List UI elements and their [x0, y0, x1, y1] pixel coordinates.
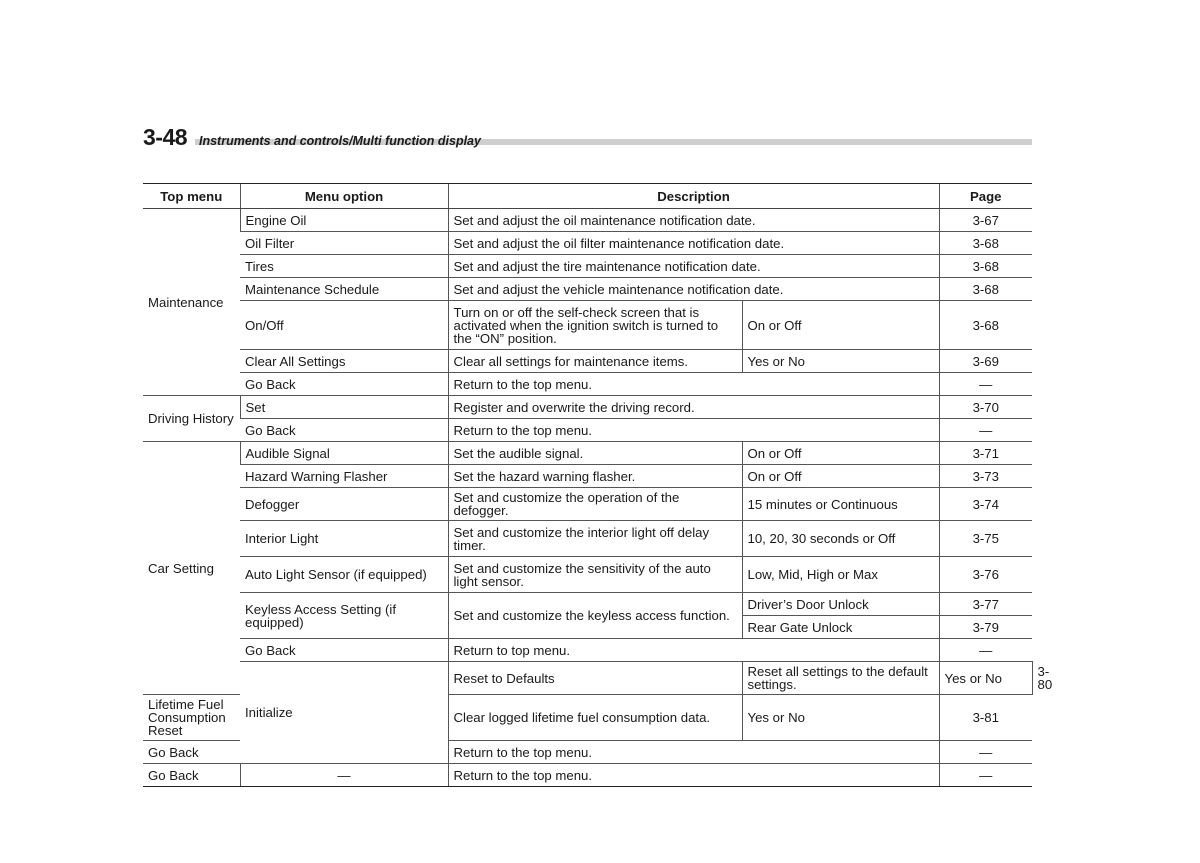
- table-row: [143, 521, 1032, 557]
- table-row: [143, 442, 1032, 465]
- description-cell: Reset all settings to the default settings.: [742, 662, 939, 695]
- table-row: [143, 301, 1032, 350]
- value-cell: Rear Gate Unlock: [742, 616, 939, 639]
- value-cell: On or Off: [742, 465, 939, 488]
- menu-option-cell: Go Back: [240, 639, 448, 662]
- page-cell: 3-76: [939, 557, 1032, 593]
- page-cell: 3-67: [939, 209, 1032, 232]
- value-cell: Yes or No: [742, 695, 939, 741]
- value-cell: Yes or No: [939, 662, 1032, 695]
- description-cell: Return to top menu.: [448, 639, 939, 662]
- description-cell: Return to the top menu.: [448, 419, 939, 442]
- page-cell: 3-68: [939, 278, 1032, 301]
- table-row: [143, 557, 1032, 593]
- col-header-page: Page: [939, 184, 1032, 209]
- menu-option-cell: Tires: [240, 255, 448, 278]
- top-menu-cell: Car Setting: [143, 442, 240, 695]
- description-cell: Set and customize the operation of the defogger.: [448, 488, 742, 521]
- description-cell: Set and customize the interior light off delay timer.: [448, 521, 742, 557]
- description-cell: Set and adjust the oil maintenance notification date.: [448, 209, 939, 232]
- description-cell: Return to the top menu.: [448, 764, 939, 787]
- value-cell: Driver’s Door Unlock: [742, 593, 939, 616]
- menu-option-cell: Interior Light: [240, 521, 448, 557]
- menu-option-cell: Clear All Settings: [240, 350, 448, 373]
- description-cell: Set and customize the sensitivity of the auto light sensor.: [448, 557, 742, 593]
- page-cell: 3-74: [939, 488, 1032, 521]
- value-cell: 10, 20, 30 seconds or Off: [742, 521, 939, 557]
- page-cell: 3-73: [939, 465, 1032, 488]
- table-header-row: [143, 184, 1032, 209]
- value-cell: On or Off: [742, 301, 939, 350]
- table-row: [143, 396, 1032, 419]
- description-cell: Return to the top menu.: [448, 373, 939, 396]
- menu-option-cell: Go Back: [240, 419, 448, 442]
- description-cell: Set the hazard warning flasher.: [448, 465, 742, 488]
- page-cell: —: [939, 373, 1032, 396]
- table-row: [143, 465, 1032, 488]
- page-cell: —: [939, 639, 1032, 662]
- page-cell: 3-71: [939, 442, 1032, 465]
- menu-option-cell: Maintenance Schedule: [240, 278, 448, 301]
- top-menu-cell: Initialize: [240, 662, 448, 764]
- table-row: [143, 764, 1032, 787]
- value-cell: Yes or No: [742, 350, 939, 373]
- page-cell: 3-68: [939, 301, 1032, 350]
- menu-option-cell: On/Off: [240, 301, 448, 350]
- page-header: [143, 124, 1032, 154]
- table-row: [143, 419, 1032, 442]
- page-cell: 3-75: [939, 521, 1032, 557]
- table-row: [143, 209, 1032, 232]
- col-header-top-menu: Top menu: [143, 184, 240, 209]
- description-cell: Clear logged lifetime fuel consumption data.: [448, 695, 742, 741]
- table-row: [143, 278, 1032, 301]
- menu-option-cell: —: [240, 764, 448, 787]
- table-row: [143, 373, 1032, 396]
- table-row: [143, 639, 1032, 662]
- description-cell: Set and adjust the vehicle maintenance notification date.: [448, 278, 939, 301]
- table-row: [143, 232, 1032, 255]
- page-cell: 3-77: [939, 593, 1032, 616]
- section-title: Instruments and controls/Multi function display: [199, 134, 481, 148]
- page-cell: —: [939, 419, 1032, 442]
- description-cell: Set the audible signal.: [448, 442, 742, 465]
- top-menu-cell: Maintenance: [143, 209, 240, 396]
- top-menu-cell: Go Back: [143, 764, 240, 787]
- menu-option-cell: Lifetime Fuel Consumption Reset: [143, 695, 240, 741]
- description-cell: Set and adjust the tire maintenance notification date.: [448, 255, 939, 278]
- menu-option-cell: Go Back: [240, 373, 448, 396]
- table-row: [143, 593, 1032, 616]
- value-cell: 15 minutes or Continuous: [742, 488, 939, 521]
- description-cell: Return to the top menu.: [448, 741, 939, 764]
- page-cell: 3-70: [939, 396, 1032, 419]
- page-number: 3-48: [143, 124, 188, 150]
- menu-option-cell: Reset to Defaults: [448, 662, 742, 695]
- table-row: [143, 488, 1032, 521]
- page-cell: —: [939, 764, 1032, 787]
- menu-option-cell: Oil Filter: [240, 232, 448, 255]
- menu-option-cell: Defogger: [240, 488, 448, 521]
- table-row: Initialize Reset to Defaults Reset all settings to the default settings. Yes or No 3-80: [143, 662, 1032, 695]
- top-menu-cell: Driving History: [143, 396, 240, 442]
- description-cell: Set and adjust the oil filter maintenance notification date.: [448, 232, 939, 255]
- page-cell: 3-68: [939, 232, 1032, 255]
- value-cell: Low, Mid, High or Max: [742, 557, 939, 593]
- page-cell: 3-69: [939, 350, 1032, 373]
- menu-option-cell: Set: [240, 396, 448, 419]
- menu-table: [143, 183, 1053, 787]
- table-row: [143, 350, 1032, 373]
- description-cell: Clear all settings for maintenance items.: [448, 350, 742, 373]
- page-cell: 3-81: [939, 695, 1032, 741]
- menu-option-cell: Audible Signal: [240, 442, 448, 465]
- menu-option-cell: Engine Oil: [240, 209, 448, 232]
- col-header-menu-option: Menu option: [240, 184, 448, 209]
- menu-option-cell: Keyless Access Setting (if equipped): [240, 593, 448, 639]
- description-cell: Register and overwrite the driving record.: [448, 396, 939, 419]
- col-header-description: Description: [448, 184, 939, 209]
- menu-option-cell: Go Back: [143, 741, 240, 764]
- menu-option-cell: Hazard Warning Flasher: [240, 465, 448, 488]
- description-cell: Set and customize the keyless access function.: [448, 593, 742, 639]
- table-row: [143, 255, 1032, 278]
- menu-option-cell: Auto Light Sensor (if equipped): [240, 557, 448, 593]
- description-cell: Turn on or off the self-check screen that is activated when the ignition switch is turned to the “ON” position.: [448, 301, 742, 350]
- value-cell: On or Off: [742, 442, 939, 465]
- page-cell: —: [939, 741, 1032, 764]
- page-cell: 3-79: [939, 616, 1032, 639]
- page-cell: 3-68: [939, 255, 1032, 278]
